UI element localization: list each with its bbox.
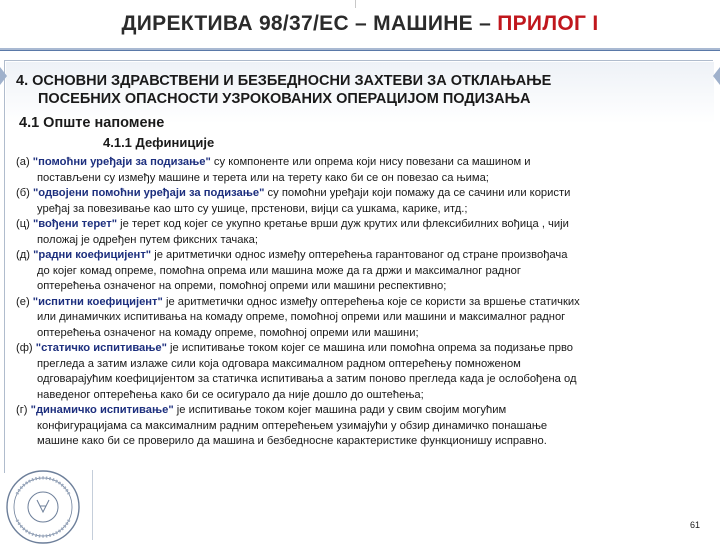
definition-text: су компоненте или опрема који нису повезани са машином и [210, 156, 531, 168]
section-heading-line-2: ПОСЕБНИХ ОПАСНОСТИ УЗРОКОВАНИХ ОПЕРАЦИЈОМ ПОДИЗАЊА [38, 91, 531, 107]
definition-text: је аритметички однос између оптерећења које се користи за вршење статичких [162, 295, 580, 308]
definition-term: "статичко испитивање" [35, 342, 167, 354]
definition-first-line [16, 155, 706, 171]
definition-item [16, 155, 706, 186]
definition-continuation-line: оптерећења означеног на комаду опреме, помоћној опреми или машини; [37, 326, 419, 339]
definition-item [16, 295, 706, 342]
definition-marker: (г) [16, 404, 31, 416]
definition-continuation-line: уређај за повезивање као што су ушице, прстенови, вијци са ушкама, карике, итд.; [37, 202, 468, 215]
definition-first-line [16, 295, 706, 311]
definition-text: је аритметички однос између оптерећења гарантованог од стране произвођача [151, 249, 568, 261]
definition-first-line [16, 186, 706, 202]
definition-term: "динамичко испитивање" [30, 404, 174, 416]
definition-marker: (а) [16, 156, 33, 168]
definition-item [16, 248, 706, 295]
definition-first-line [16, 248, 706, 264]
definition-continuation-line: постављени су између машине и терета или на терету како би се он повезао са њима; [37, 171, 489, 184]
university-seal-icon [3, 460, 93, 550]
definitions-heading: 4.1.1 Дефиниције [103, 135, 215, 150]
definitions-list [16, 155, 706, 450]
definition-marker: (б) [16, 187, 33, 199]
definition-item [16, 186, 706, 217]
definition-marker: (ц) [16, 218, 33, 230]
definition-continuation-line: одговарајућим коефицијентом за статичка испитивања а затим поново прегледа када је ослобођена од [37, 373, 577, 385]
definition-text: су помоћни уређаји који помажу да се сачини или користи [264, 187, 571, 199]
definition-first-line [16, 217, 706, 233]
page-title [0, 12, 720, 36]
definition-term: "помоћни уређаји за подизање" [32, 156, 211, 168]
definition-marker: (д) [16, 249, 34, 261]
definition-first-line [16, 341, 706, 357]
definition-text: је испитивање током којег машина ради у свим својим могућим [173, 404, 507, 416]
section-heading-line-1: 4. ОСНОВНИ ЗДРАВСТВЕНИ И БЕЗБЕДНОСНИ ЗАХТЕВИ ЗА ОТКЛАЊАЊЕ [16, 73, 552, 89]
definition-term: "одвојени помоћни уређаји за подизање" [32, 187, 265, 199]
definition-continuation-line: наведеног оптерећења како би се осигурало да није дошло до оштећења; [37, 388, 424, 401]
footer-area [92, 470, 713, 540]
definition-first-line [16, 403, 706, 419]
definition-marker: (е) [16, 295, 33, 308]
title-annex: ПРИЛОГ I [497, 12, 599, 35]
page-number: 61 [690, 520, 701, 530]
subsection-heading: 4.1 Опште напомене [19, 115, 165, 131]
right-arrow-icon [713, 67, 720, 85]
definition-continuation-line: положај је одређен путем фиксних тачака; [37, 233, 258, 246]
definition-continuation-line: машине како би се проверило да машина и безбедносне карактеристике функционишу исправно. [37, 435, 547, 447]
definition-item [16, 341, 706, 403]
definition-item [16, 217, 706, 248]
title-directive: ДИРЕКТИВА 98/37/ЕС – МАШИНЕ – [121, 12, 498, 35]
title-divider-line [0, 50, 720, 51]
definition-continuation-line: до којег комад опреме, помоћна опрема или машина може да га држи и максималног радног [37, 264, 521, 277]
definition-text: је испитивање током којег се машина или помоћна опрема за подизање прво [166, 342, 573, 354]
definition-term: "вођени терет" [32, 218, 118, 230]
definition-continuation-line: прегледа а затим излаже сили која одговара максималном радном оптерећењу помноженом [37, 357, 521, 370]
left-arrow-icon [0, 67, 7, 85]
definition-continuation-line: конфигурацијама са максималним радним оптерећењем узимајући у обзир динамичко понашање [37, 419, 548, 432]
definition-continuation-line: или динамичких испитивања на комаду опреме, помоћној опреми или машини и максималног радног [37, 311, 566, 323]
top-tick-mark [355, 0, 356, 8]
definition-continuation-line: оптерећења означеног на опреми, помоћној опреми или машини респективно; [37, 280, 447, 292]
definition-marker: (ф) [16, 342, 36, 354]
definition-term: "испитни коефицијент" [32, 295, 163, 308]
definition-text: је терет код којег се укупно кретање врши дуж крутих или флексибилних вођица , чији [117, 218, 569, 230]
section-heading [16, 72, 551, 108]
definition-term: "радни коефицијент" [33, 249, 152, 261]
definition-item [16, 403, 706, 450]
